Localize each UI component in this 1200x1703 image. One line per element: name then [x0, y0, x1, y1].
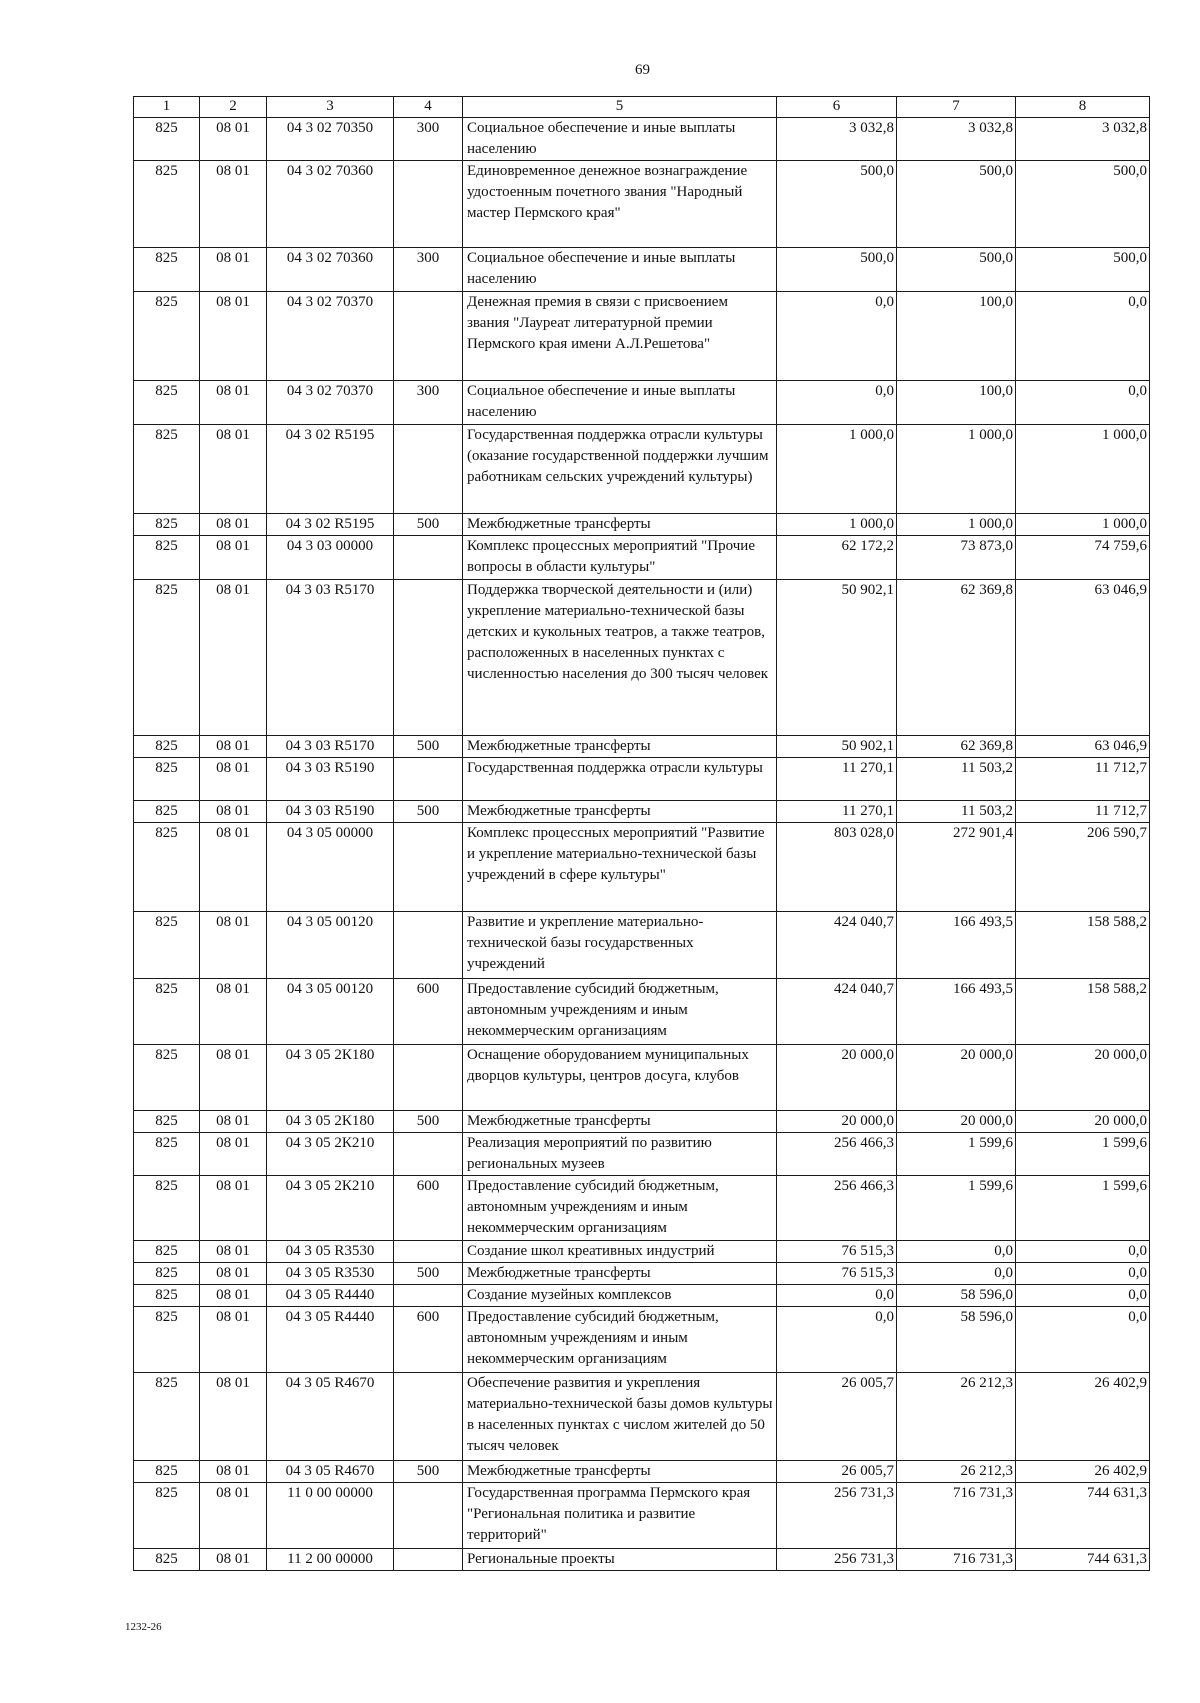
cell-expense-type: 600: [394, 1176, 463, 1241]
cell-amount-col6: 1 000,0: [777, 425, 897, 514]
cell-target-code: 11 0 00 00000: [267, 1483, 394, 1549]
cell-amount-col7: 11 503,2: [897, 801, 1016, 823]
table-row: [134, 1483, 1150, 1549]
cell-section: 08 01: [200, 979, 267, 1045]
cell-ministry: 825: [134, 736, 200, 758]
cell-expense-type: 300: [394, 118, 463, 161]
table-row: [134, 736, 1150, 758]
cell-amount-col7: 26 212,3: [897, 1373, 1016, 1461]
cell-amount-col7: 166 493,5: [897, 979, 1016, 1045]
cell-ministry: 825: [134, 514, 200, 536]
cell-ministry: 825: [134, 536, 200, 580]
cell-amount-col7: 62 369,8: [897, 580, 1016, 736]
cell-amount-col8: 26 402,9: [1016, 1461, 1150, 1483]
cell-target-code: 04 3 02 70350: [267, 118, 394, 161]
cell-ministry: 825: [134, 381, 200, 425]
cell-ministry: 825: [134, 248, 200, 292]
cell-amount-col8: 20 000,0: [1016, 1111, 1150, 1133]
table-row: [134, 1549, 1150, 1571]
cell-amount-col6: 0,0: [777, 381, 897, 425]
cell-description: Обеспечение развития и укрепления материально-технической базы домов культуры в населенных пунктах с числом жителей до 50 тысяч человек: [463, 1373, 777, 1461]
cell-amount-col8: 74 759,6: [1016, 536, 1150, 580]
cell-description: Государственная программа Пермского края "Региональная политика и развитие территорий": [463, 1483, 777, 1549]
cell-target-code: 04 3 02 R5195: [267, 514, 394, 536]
cell-ministry: 825: [134, 1549, 200, 1571]
page-number: 69: [635, 62, 650, 78]
cell-section: 08 01: [200, 801, 267, 823]
cell-expense-type: 500: [394, 1263, 463, 1285]
cell-description: Предоставление субсидий бюджетным, автономным учреждениям и иным некоммерческим организациям: [463, 979, 777, 1045]
cell-amount-col6: 50 902,1: [777, 580, 897, 736]
cell-amount-col7: 500,0: [897, 161, 1016, 248]
cell-amount-col8: 1 000,0: [1016, 514, 1150, 536]
col-header-8: 8: [1016, 97, 1150, 118]
cell-amount-col7: 500,0: [897, 248, 1016, 292]
cell-amount-col8: 0,0: [1016, 1263, 1150, 1285]
cell-amount-col8: 20 000,0: [1016, 1045, 1150, 1111]
cell-amount-col6: 3 032,8: [777, 118, 897, 161]
cell-amount-col7: 1 599,6: [897, 1133, 1016, 1176]
cell-description: Межбюджетные трансферты: [463, 1111, 777, 1133]
cell-target-code: 04 3 02 R5195: [267, 425, 394, 514]
col-header-7: 7: [897, 97, 1016, 118]
table-row: [134, 1263, 1150, 1285]
cell-ministry: 825: [134, 1176, 200, 1241]
cell-target-code: 04 3 03 00000: [267, 536, 394, 580]
cell-section: 08 01: [200, 1241, 267, 1263]
cell-expense-type: [394, 1285, 463, 1307]
cell-expense-type: [394, 1045, 463, 1111]
cell-section: 08 01: [200, 161, 267, 248]
cell-section: 08 01: [200, 381, 267, 425]
cell-description: Государственная поддержка отрасли культуры (оказание государственной поддержки лучшим работникам сельских учреждений культуры): [463, 425, 777, 514]
cell-expense-type: [394, 536, 463, 580]
cell-target-code: 04 3 05 R4670: [267, 1461, 394, 1483]
cell-section: 08 01: [200, 912, 267, 979]
cell-target-code: 04 3 02 70360: [267, 248, 394, 292]
col-header-1: 1: [134, 97, 200, 118]
cell-description: Социальное обеспечение и иные выплаты населению: [463, 381, 777, 425]
cell-amount-col6: 0,0: [777, 1307, 897, 1373]
cell-amount-col7: 73 873,0: [897, 536, 1016, 580]
cell-amount-col8: 158 588,2: [1016, 912, 1150, 979]
cell-amount-col6: 11 270,1: [777, 801, 897, 823]
table-row: [134, 118, 1150, 161]
cell-section: 08 01: [200, 1307, 267, 1373]
cell-expense-type: [394, 292, 463, 381]
cell-expense-type: 500: [394, 1111, 463, 1133]
table-row: [134, 381, 1150, 425]
cell-amount-col8: 1 599,6: [1016, 1133, 1150, 1176]
budget-table: [133, 96, 1150, 1571]
cell-amount-col8: 63 046,9: [1016, 736, 1150, 758]
cell-amount-col7: 20 000,0: [897, 1045, 1016, 1111]
cell-amount-col6: 26 005,7: [777, 1461, 897, 1483]
cell-amount-col6: 0,0: [777, 1285, 897, 1307]
cell-section: 08 01: [200, 1263, 267, 1285]
table-row: [134, 758, 1150, 801]
cell-description: Межбюджетные трансферты: [463, 801, 777, 823]
cell-amount-col7: 20 000,0: [897, 1111, 1016, 1133]
cell-ministry: 825: [134, 823, 200, 912]
cell-target-code: 04 3 05 00120: [267, 979, 394, 1045]
cell-ministry: 825: [134, 161, 200, 248]
cell-expense-type: [394, 758, 463, 801]
cell-section: 08 01: [200, 1373, 267, 1461]
cell-target-code: 04 3 05 R4440: [267, 1285, 394, 1307]
cell-expense-type: 500: [394, 736, 463, 758]
cell-amount-col8: 206 590,7: [1016, 823, 1150, 912]
cell-description: Межбюджетные трансферты: [463, 736, 777, 758]
cell-amount-col6: 76 515,3: [777, 1241, 897, 1263]
cell-section: 08 01: [200, 1176, 267, 1241]
cell-amount-col8: 0,0: [1016, 1241, 1150, 1263]
cell-ministry: 825: [134, 1307, 200, 1373]
cell-amount-col7: 62 369,8: [897, 736, 1016, 758]
cell-amount-col6: 76 515,3: [777, 1263, 897, 1285]
cell-ministry: 825: [134, 801, 200, 823]
table-row: [134, 979, 1150, 1045]
cell-amount-col8: 500,0: [1016, 248, 1150, 292]
cell-amount-col6: 50 902,1: [777, 736, 897, 758]
cell-target-code: 04 3 03 R5170: [267, 736, 394, 758]
table-row: [134, 1133, 1150, 1176]
cell-description: Комплекс процессных мероприятий "Развитие и укрепление материально-технической базы учреждений в сфере культуры": [463, 823, 777, 912]
cell-amount-col8: 0,0: [1016, 292, 1150, 381]
cell-expense-type: [394, 580, 463, 736]
cell-amount-col7: 26 212,3: [897, 1461, 1016, 1483]
col-header-6: 6: [777, 97, 897, 118]
cell-amount-col6: 26 005,7: [777, 1373, 897, 1461]
table-row: [134, 1373, 1150, 1461]
cell-description: Оснащение оборудованием муниципальных дворцов культуры, центров досуга, клубов: [463, 1045, 777, 1111]
cell-description: Социальное обеспечение и иные выплаты населению: [463, 248, 777, 292]
cell-section: 08 01: [200, 118, 267, 161]
cell-amount-col7: 716 731,3: [897, 1549, 1016, 1571]
cell-target-code: 04 3 05 2К210: [267, 1176, 394, 1241]
cell-expense-type: 600: [394, 1307, 463, 1373]
table-row: [134, 912, 1150, 979]
cell-target-code: 04 3 05 00000: [267, 823, 394, 912]
table-header-row: [134, 97, 1150, 118]
cell-description: Реализация мероприятий по развитию региональных музеев: [463, 1133, 777, 1176]
cell-expense-type: 600: [394, 979, 463, 1045]
cell-description: Межбюджетные трансферты: [463, 514, 777, 536]
cell-amount-col7: 3 032,8: [897, 118, 1016, 161]
cell-amount-col6: 20 000,0: [777, 1045, 897, 1111]
cell-ministry: 825: [134, 118, 200, 161]
cell-target-code: 04 3 03 R5190: [267, 758, 394, 801]
table-row: [134, 425, 1150, 514]
cell-amount-col6: 62 172,2: [777, 536, 897, 580]
cell-expense-type: [394, 1373, 463, 1461]
cell-target-code: 04 3 05 2К210: [267, 1133, 394, 1176]
cell-target-code: 04 3 02 70360: [267, 161, 394, 248]
cell-description: Социальное обеспечение и иные выплаты населению: [463, 118, 777, 161]
cell-target-code: 04 3 05 R4670: [267, 1373, 394, 1461]
table-row: [134, 514, 1150, 536]
cell-amount-col8: 1 000,0: [1016, 425, 1150, 514]
cell-description: Межбюджетные трансферты: [463, 1461, 777, 1483]
footer-document-code: 1232-26: [125, 1621, 162, 1633]
cell-ministry: 825: [134, 979, 200, 1045]
cell-section: 08 01: [200, 1461, 267, 1483]
cell-expense-type: 300: [394, 248, 463, 292]
table-row: [134, 1461, 1150, 1483]
cell-section: 08 01: [200, 758, 267, 801]
cell-description: Единовременное денежное вознаграждение удостоенным почетного звания "Народный мастер Пермского края": [463, 161, 777, 248]
cell-description: Предоставление субсидий бюджетным, автономным учреждениям и иным некоммерческим организациям: [463, 1176, 777, 1241]
cell-section: 08 01: [200, 1111, 267, 1133]
cell-amount-col6: 256 466,3: [777, 1176, 897, 1241]
table-row: [134, 536, 1150, 580]
cell-description: Развитие и укрепление материально-технической базы государственных учреждений: [463, 912, 777, 979]
cell-section: 08 01: [200, 1483, 267, 1549]
cell-expense-type: 300: [394, 381, 463, 425]
table-body: [134, 118, 1150, 1571]
cell-description: Государственная поддержка отрасли культуры: [463, 758, 777, 801]
cell-section: 08 01: [200, 514, 267, 536]
cell-amount-col8: 26 402,9: [1016, 1373, 1150, 1461]
cell-section: 08 01: [200, 292, 267, 381]
cell-ministry: 825: [134, 1045, 200, 1111]
cell-section: 08 01: [200, 823, 267, 912]
cell-amount-col7: 58 596,0: [897, 1307, 1016, 1373]
col-header-4: 4: [394, 97, 463, 118]
cell-amount-col7: 100,0: [897, 292, 1016, 381]
cell-amount-col6: 803 028,0: [777, 823, 897, 912]
cell-amount-col6: 424 040,7: [777, 912, 897, 979]
cell-ministry: 825: [134, 425, 200, 514]
table-row: [134, 1176, 1150, 1241]
cell-amount-col6: 424 040,7: [777, 979, 897, 1045]
cell-ministry: 825: [134, 758, 200, 801]
cell-amount-col6: 256 466,3: [777, 1133, 897, 1176]
cell-amount-col7: 1 599,6: [897, 1176, 1016, 1241]
cell-amount-col6: 256 731,3: [777, 1483, 897, 1549]
cell-target-code: 04 3 05 00120: [267, 912, 394, 979]
cell-expense-type: [394, 1483, 463, 1549]
cell-ministry: 825: [134, 1461, 200, 1483]
cell-amount-col8: 11 712,7: [1016, 758, 1150, 801]
table-row: [134, 1111, 1150, 1133]
cell-expense-type: [394, 1133, 463, 1176]
cell-expense-type: 500: [394, 1461, 463, 1483]
cell-amount-col7: 272 901,4: [897, 823, 1016, 912]
cell-expense-type: [394, 161, 463, 248]
cell-amount-col8: 744 631,3: [1016, 1549, 1150, 1571]
cell-target-code: 04 3 05 2К180: [267, 1045, 394, 1111]
cell-amount-col7: 1 000,0: [897, 425, 1016, 514]
cell-amount-col8: 0,0: [1016, 381, 1150, 425]
cell-amount-col7: 0,0: [897, 1241, 1016, 1263]
table-row: [134, 823, 1150, 912]
cell-section: 08 01: [200, 1133, 267, 1176]
table-row: [134, 161, 1150, 248]
table-row: [134, 1241, 1150, 1263]
cell-target-code: 04 3 02 70370: [267, 381, 394, 425]
cell-amount-col6: 256 731,3: [777, 1549, 897, 1571]
col-header-5: 5: [463, 97, 777, 118]
cell-section: 08 01: [200, 536, 267, 580]
cell-section: 08 01: [200, 736, 267, 758]
cell-amount-col8: 11 712,7: [1016, 801, 1150, 823]
cell-description: Создание музейных комплексов: [463, 1285, 777, 1307]
cell-description: Создание школ креативных индустрий: [463, 1241, 777, 1263]
cell-amount-col6: 500,0: [777, 161, 897, 248]
cell-amount-col8: 3 032,8: [1016, 118, 1150, 161]
cell-ministry: 825: [134, 1373, 200, 1461]
cell-target-code: 04 3 05 R3530: [267, 1241, 394, 1263]
cell-section: 08 01: [200, 1549, 267, 1571]
cell-target-code: 04 3 05 R3530: [267, 1263, 394, 1285]
cell-amount-col8: 1 599,6: [1016, 1176, 1150, 1241]
cell-expense-type: 500: [394, 801, 463, 823]
cell-expense-type: [394, 425, 463, 514]
cell-ministry: 825: [134, 1263, 200, 1285]
cell-expense-type: [394, 1549, 463, 1571]
table-row: [134, 580, 1150, 736]
cell-amount-col8: 63 046,9: [1016, 580, 1150, 736]
cell-description: Поддержка творческой деятельности и (или) укрепление материально-технической базы детских и кукольных театров, а также театров, расположенных в населенных пунктах с численностью населения до 300 тысяч человек: [463, 580, 777, 736]
table-row: [134, 1307, 1150, 1373]
cell-amount-col6: 20 000,0: [777, 1111, 897, 1133]
cell-target-code: 04 3 02 70370: [267, 292, 394, 381]
cell-section: 08 01: [200, 425, 267, 514]
cell-expense-type: 500: [394, 514, 463, 536]
cell-amount-col6: 500,0: [777, 248, 897, 292]
cell-expense-type: [394, 1241, 463, 1263]
cell-description: Предоставление субсидий бюджетным, автономным учреждениям и иным некоммерческим организациям: [463, 1307, 777, 1373]
cell-amount-col8: 744 631,3: [1016, 1483, 1150, 1549]
cell-ministry: 825: [134, 1285, 200, 1307]
cell-amount-col7: 58 596,0: [897, 1285, 1016, 1307]
cell-ministry: 825: [134, 292, 200, 381]
cell-description: Региональные проекты: [463, 1549, 777, 1571]
cell-amount-col8: 500,0: [1016, 161, 1150, 248]
table-row: [134, 292, 1150, 381]
cell-description: Межбюджетные трансферты: [463, 1263, 777, 1285]
table-row: [134, 801, 1150, 823]
cell-target-code: 11 2 00 00000: [267, 1549, 394, 1571]
cell-section: 08 01: [200, 1285, 267, 1307]
cell-ministry: 825: [134, 1241, 200, 1263]
cell-description: Комплекс процессных мероприятий "Прочие вопросы в области культуры": [463, 536, 777, 580]
cell-amount-col7: 166 493,5: [897, 912, 1016, 979]
col-header-3: 3: [267, 97, 394, 118]
cell-amount-col7: 716 731,3: [897, 1483, 1016, 1549]
cell-section: 08 01: [200, 248, 267, 292]
cell-ministry: 825: [134, 1483, 200, 1549]
cell-expense-type: [394, 912, 463, 979]
table-row: [134, 248, 1150, 292]
cell-amount-col8: 0,0: [1016, 1285, 1150, 1307]
col-header-2: 2: [200, 97, 267, 118]
cell-section: 08 01: [200, 1045, 267, 1111]
cell-amount-col6: 0,0: [777, 292, 897, 381]
cell-target-code: 04 3 03 R5170: [267, 580, 394, 736]
cell-ministry: 825: [134, 1111, 200, 1133]
cell-amount-col6: 1 000,0: [777, 514, 897, 536]
cell-target-code: 04 3 05 R4440: [267, 1307, 394, 1373]
cell-amount-col8: 0,0: [1016, 1307, 1150, 1373]
cell-target-code: 04 3 03 R5190: [267, 801, 394, 823]
cell-ministry: 825: [134, 912, 200, 979]
cell-amount-col7: 0,0: [897, 1263, 1016, 1285]
cell-amount-col7: 11 503,2: [897, 758, 1016, 801]
cell-ministry: 825: [134, 1133, 200, 1176]
cell-description: Денежная премия в связи с присвоением звания "Лауреат литературной премии Пермского края имени А.Л.Решетова": [463, 292, 777, 381]
cell-target-code: 04 3 05 2К180: [267, 1111, 394, 1133]
cell-amount-col7: 100,0: [897, 381, 1016, 425]
cell-ministry: 825: [134, 580, 200, 736]
cell-amount-col6: 11 270,1: [777, 758, 897, 801]
cell-amount-col8: 158 588,2: [1016, 979, 1150, 1045]
cell-expense-type: [394, 823, 463, 912]
cell-amount-col7: 1 000,0: [897, 514, 1016, 536]
table-row: [134, 1045, 1150, 1111]
cell-section: 08 01: [200, 580, 267, 736]
table-row: [134, 1285, 1150, 1307]
